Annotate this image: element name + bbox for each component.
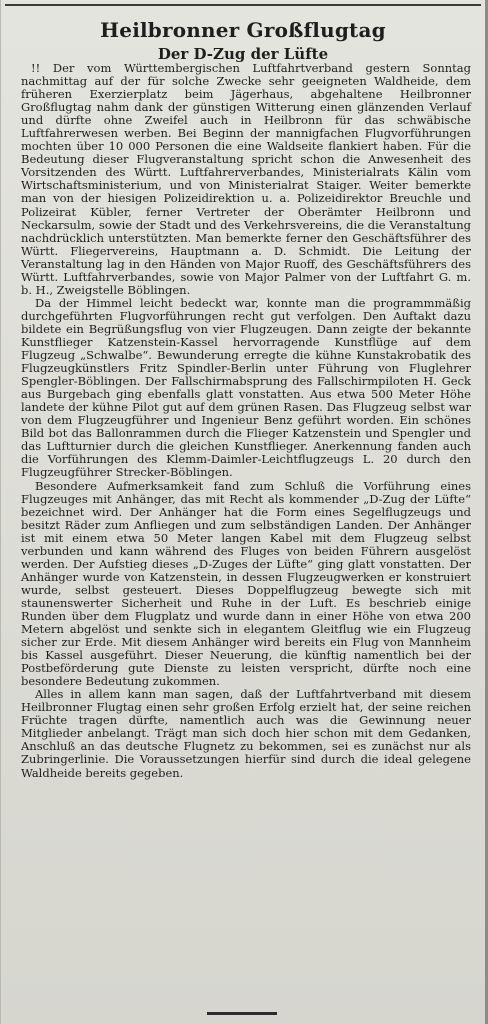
paragraph-3: Besondere Aufmerksamkeit fand zum Schluß die Vorführung eines Flugzeuges mit Anhänger, das mit Recht als kommender „D-Zug der Lüfte“ bezeichnet wird. Der Anhänger hat die Form eines Segelflugzeugs und besitzt Räder zum Anfliegen und zum selbständigen Landen. Der Anhänger ist mit einem etwa 50 Meter langen Kabel mit dem Flugzeug selbst verbunden und kann während des Fluges von beiden Führern ausgelöst werden. Der Aufstieg dieses „D-Zuges der Lüfte“ ging glatt vonstatten. Der Anhänger wurde von Katzenstein, in dessen Flugzeugwerken er konstruiert wurde, selbst gesteuert. Dieses Doppelflugzeug bewegte sich mit staunenswerter Sicherheit und Ruhe in der Luft. Es beschrieb einige Runden über dem Flugplatz und wurde dann in einer Höhe von etwa 200 Metern abgelöst und senkte sich in elegantem Gleitflug wie ein Flugzeug sicher zur Erde. Mit diesem Anhänger wird bereits ein Flug von Mannheim bis Kassel ausgeführt. Dieser Neuerung, die künftig namentlich bei der Postbeförderung gute Dienste zu leisten verspricht, dürfte noch eine besondere Bedeutung zukommen.: [21, 478, 471, 689]
paragraph-2: Da der Himmel leicht bedeckt war, konnte man die programmmäßig durchgeführten Flugvorführungen recht gut verfolgen. Den Auftakt dazu bildete ein Begrüßungsflug von vier Flugzeugen. Dann zeigte der bekannte Kunstflieger Katzenstein-Kassel hervorragende Kunstflüge auf dem Flugzeug „Schwalbe“. Bewunderung erregte die kühne Kunstakrobatik des Flugzeugkünstlers Fritz Spindler-Berlin unter Führung von Fluglehrer Spengler-Böblingen. Der Fallschirmabsprung des Fallschirmpiloten H. Geck aus Burgebach ging ebenfalls glatt vonstatten. Aus etwa 500 Meter Höhe landete der kühne Pilot gut auf dem grünen Rasen. Das Flugzeug selbst war von dem Flugzeugführer und Ingenieur Benz geführt worden. Ein schönes Bild bot das Ballonrammen durch die Flieger Katzenstein und Spengler und das Luftturnier durch die gleichen Kunstflieger. Anerkennung fanden auch die Vorführungen des Klemm-Daimler-Leichtflugzeugs L. 20 durch den Flugzeugführer Strecker-Böblingen.: [21, 295, 471, 480]
article-subheadline: Der D-Zug der Lüfte: [157, 45, 329, 63]
top-rule: [5, 4, 481, 6]
article-body: [21, 62, 471, 780]
paragraph-4: Alles in allem kann man sagen, daß der Luftfahrtverband mit diesem Heilbronner Flugtag einen sehr großen Erfolg erzielt hat, der seine reichen Früchte tragen dürfte, namentlich auch was die Gewinnung neuer Mitglieder anbelangt. Trägt man sich doch hier schon mit dem Gedanken, Anschluß an das deutsche Flugnetz zu bekommen, sei es zunächst nur als Zubringerlinie. Die Voraussetzungen hierfür sind durch die ideal gelegene Waldheide bereits gegeben.: [21, 687, 471, 780]
paragraph-1: !! Der vom Württembergischen Luftfahrtverband gestern Sonntag nachmittag auf der für solche Zwecke sehr geeigneten Waldheide, dem früheren Exerzierplatz beim Jägerhaus, abgehaltene Heilbronner Großflugtag nahm dank der günstigen Witterung einen glänzenden Verlauf und dürfte ohne Zweifel auch in Heilbronn für das schwäbische Luftfahrerwesen werben. Bei Beginn der mannigfachen Flugvorführungen mochten über 10 000 Personen die eine Waldseite flankiert haben. Für die Bedeutung dieser Flugveranstaltung spricht schon die Anwesenheit des Vorsitzenden des Württ. Luftfahrerverbandes, Ministerialrats Kälin vom Wirtschaftsministerium, und von Ministerialrat Staiger. Weiter bemerkte man von der hiesigen Polizeidirektion u. a. Polizeidirektor Breuchle und Polizeirat Kübler, ferner Vertreter der Oberämter Heilbronn und Neckarsulm, sowie der Stadt und des Verkehrsvereins, die die Veranstaltung nachdrücklich unterstützten. Man bemerkte ferner den Geschäftsführer des Württ. Fliegervereins, Hauptmann a. D. Schmidt. Die Leitung der Veranstaltung lag in den Händen von Major Ruoff, des Geschäftsführers des Württ. Luftfahrverbandes, sowie von Major Palmer von der Luftfahrt G. m. b. H., Zweigstelle Böblingen.: [21, 61, 471, 297]
end-rule: [207, 1012, 277, 1015]
article-headline: Heilbronner Großflugtag: [100, 18, 386, 42]
